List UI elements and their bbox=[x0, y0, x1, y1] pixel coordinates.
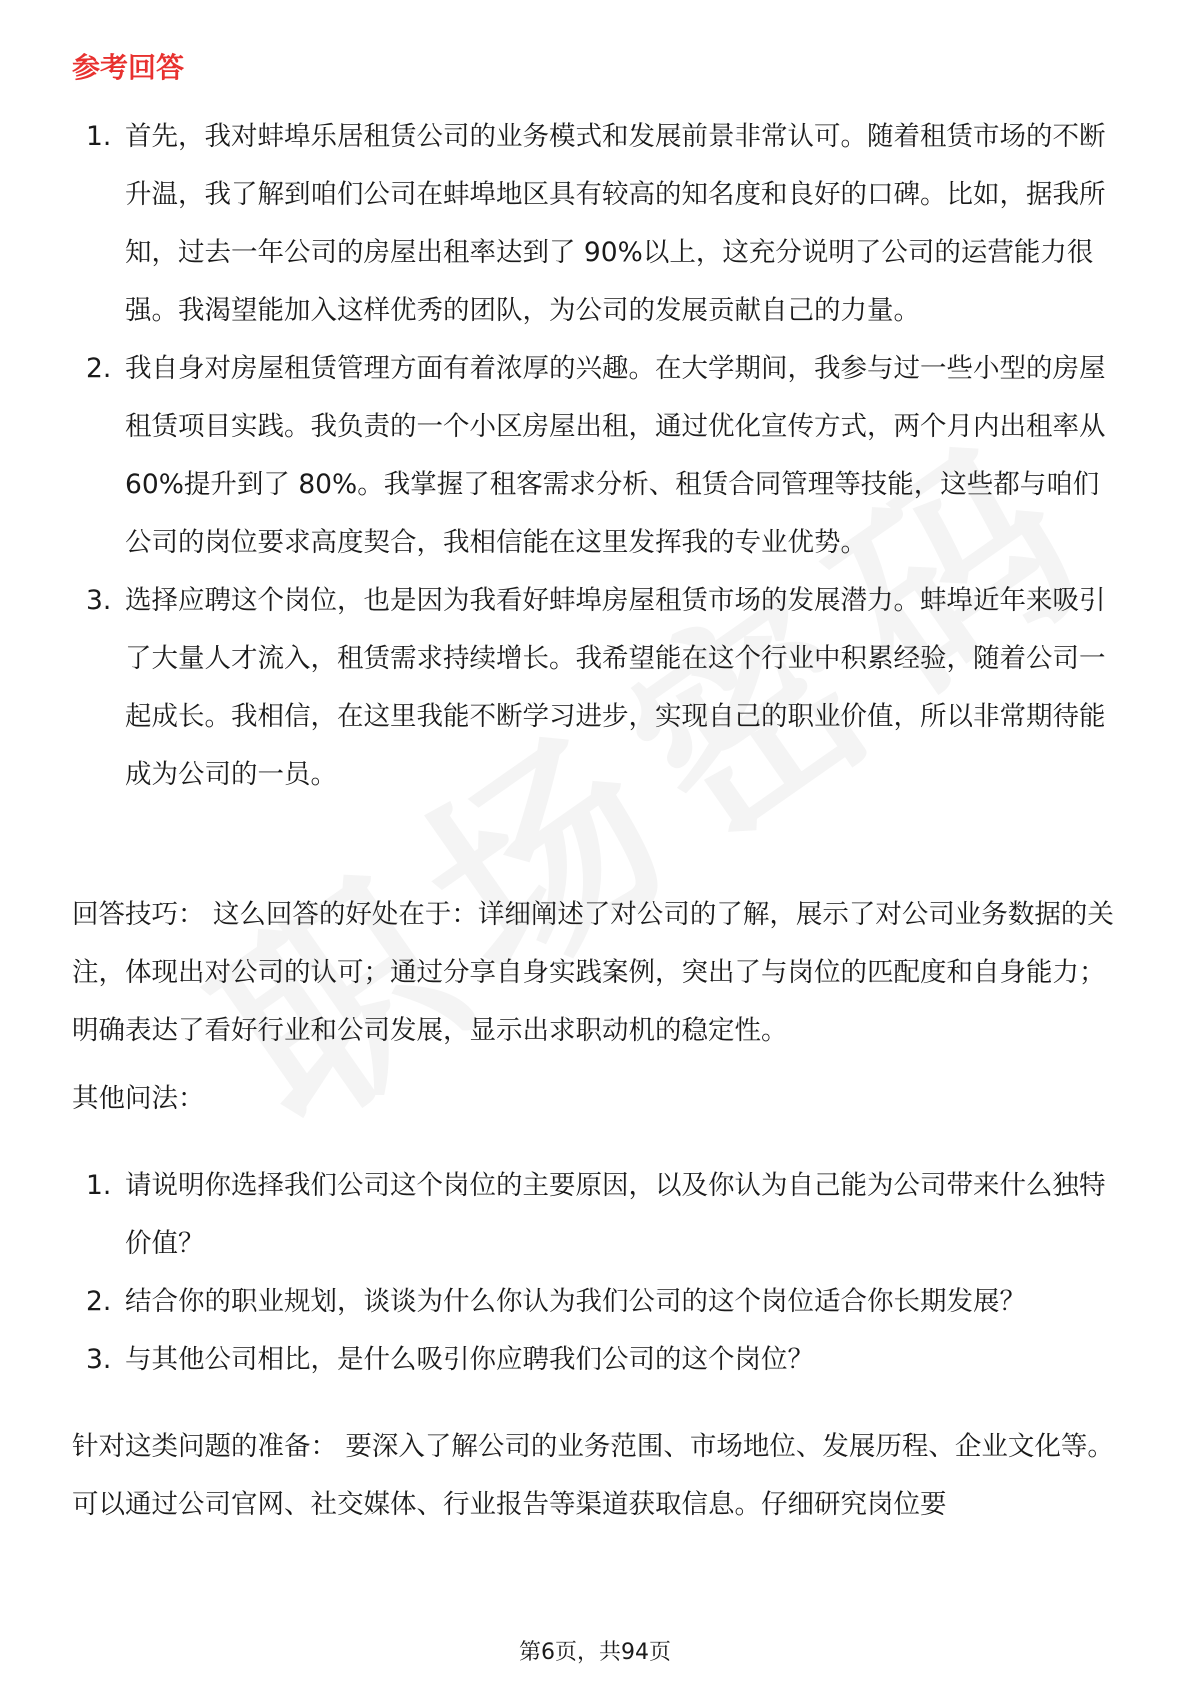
list-item-text: 首先，我对蚌埠乐居租赁公司的业务模式和发展前景非常认可。随着租赁市场的不断升温，我了解到咱们公司在蚌埠地区具有较高的知名度和良好的口碑。比如，据我所知，过去一年公司的房屋出租率达到了 90%以上，这充分说明了公司的运营能力很强。我渴望能加入这样优秀的团队，为公司的发展贡献自己的力量。 bbox=[125, 121, 1106, 326]
list-item bbox=[72, 1273, 1122, 1331]
list-item-text: 选择应聘这个岗位，也是因为我看好蚌埠房屋租赁市场的发展潜力。蚌埠近年来吸引了大量人才流入，租赁需求持续增长。我希望能在这个行业中积累经验，随着公司一起成长。我相信，在这里我能不断学习进步，实现自己的职业价值，所以非常期待能成为公司的一员。 bbox=[125, 585, 1106, 790]
page-number: 第6页，共94页 bbox=[519, 1640, 671, 1665]
list-item-text: 请说明你选择我们公司这个岗位的主要原因，以及你认为自己能为公司带来什么独特价值？ bbox=[125, 1170, 1106, 1259]
list-item bbox=[72, 340, 1122, 572]
list-number: 3. bbox=[86, 585, 112, 616]
other-questions-label: 其他问法： bbox=[72, 1083, 205, 1114]
list-item bbox=[72, 1331, 1122, 1389]
list-number: 3. bbox=[86, 1344, 112, 1375]
list-item bbox=[72, 572, 1122, 804]
list-item-text: 结合你的职业规划，谈谈为什么你认为我们公司的这个岗位适合你长期发展？ bbox=[125, 1286, 1026, 1317]
list-number: 1. bbox=[86, 1170, 112, 1201]
list-number: 2. bbox=[86, 353, 112, 384]
list-item-text: 我自身对房屋租赁管理方面有着浓厚的兴趣。在大学期间，我参与过一些小型的房屋租赁项目实践。我负责的一个小区房屋出租，通过优化宣传方式，两个月内出租率从 60%提升到了 80%。我掌握了租客需求分析、租赁合同管理等技能，这些都与咱们公司的岗位要求高度契合，我相信能在这里发挥我的专业优势。 bbox=[125, 353, 1106, 558]
section-heading: 参考回答 bbox=[72, 51, 185, 84]
list-number: 1. bbox=[86, 121, 112, 152]
answer-list bbox=[72, 108, 1122, 804]
preparation-paragraph: 针对这类问题的准备： 要深入了解公司的业务范围、市场地位、发展历程、企业文化等。可以通过公司官网、社交媒体、行业报告等渠道获取信息。仔细研究岗位要 bbox=[72, 1431, 1114, 1520]
list-item bbox=[72, 108, 1122, 340]
list-item-text: 与其他公司相比，是什么吸引你应聘我们公司的这个岗位？ bbox=[125, 1344, 814, 1375]
other-questions-list bbox=[72, 1157, 1122, 1389]
list-item bbox=[72, 1157, 1122, 1273]
answer-tips: 回答技巧： 这么回答的好处在于：详细阐述了对公司的了解，展示了对公司业务数据的关注，体现出对公司的认可；通过分享自身实践案例，突出了与岗位的匹配度和自身能力；明确表达了看好行业和公司发展，显示出求职动机的稳定性。 bbox=[72, 899, 1114, 1046]
list-number: 2. bbox=[86, 1286, 112, 1317]
